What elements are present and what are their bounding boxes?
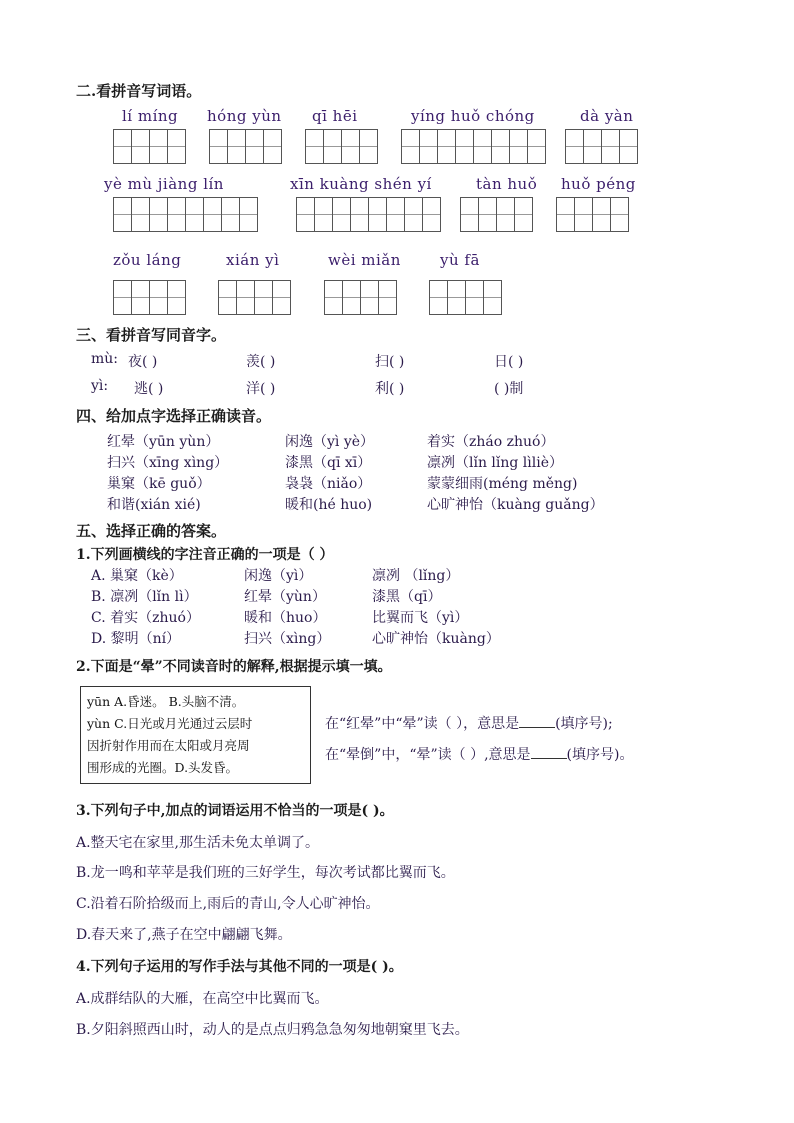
pinyin-label: tàn huǒ bbox=[476, 175, 538, 193]
pinyin-label: huǒ péng bbox=[561, 175, 636, 193]
pinyin-label: xián yì bbox=[226, 251, 280, 269]
option-d[interactable]: D. 黎明（ní） bbox=[91, 631, 181, 647]
fill-item[interactable]: 洋( ) bbox=[246, 381, 276, 397]
writing-grid[interactable] bbox=[209, 129, 281, 164]
pronunciation-item[interactable]: 红晕（yūn yùn） bbox=[107, 434, 220, 450]
fill-sentence-text: 在“晕倒”中，“晕”读（ ）,意思是 bbox=[325, 747, 531, 763]
option-b[interactable]: 漆黑（qī） bbox=[372, 589, 442, 605]
pinyin-label: hóng yùn bbox=[207, 107, 282, 125]
pronunciation-item[interactable]: 袅袅（niǎo） bbox=[285, 476, 372, 492]
pinyin-label: qī hēi bbox=[312, 107, 358, 125]
pinyin-label: dà yàn bbox=[580, 107, 634, 125]
fill-item[interactable]: 羡( ) bbox=[246, 354, 276, 370]
fill-item[interactable]: 扫( ) bbox=[375, 354, 405, 370]
option-d[interactable]: 心旷神怡（kuàng） bbox=[372, 631, 500, 647]
writing-grid[interactable] bbox=[296, 197, 440, 232]
section-5-title: 五、选择正确的答案。 bbox=[76, 522, 227, 540]
definition-line: 因折射作用而在太阳或月亮周 bbox=[87, 738, 250, 753]
writing-grid[interactable] bbox=[460, 197, 532, 232]
pronunciation-item[interactable]: 暖和(hé huo) bbox=[285, 497, 373, 513]
question-1-stem: 1.下列画横线的字注音正确的一项是（ ） bbox=[76, 547, 334, 563]
pinyin-prefix: yì: bbox=[91, 378, 109, 394]
answer-blank[interactable] bbox=[519, 713, 555, 728]
pronunciation-item[interactable]: 闲逸（yì yè） bbox=[285, 434, 375, 450]
option-a[interactable]: 闲逸（yì） bbox=[244, 568, 313, 584]
fill-item[interactable]: 利( ) bbox=[375, 381, 405, 397]
pronunciation-item[interactable]: 扫兴（xīng xìng） bbox=[107, 455, 229, 471]
section-4-title: 四、给加点字选择正确读音。 bbox=[76, 407, 272, 425]
option-b[interactable]: B.龙一鸣和苹苹是我们班的三好学生，每次考试都比翼而飞。 bbox=[76, 865, 455, 881]
fill-sentence-1 bbox=[325, 713, 613, 733]
option-d[interactable]: D.春天来了,燕子在空中翩翩飞舞。 bbox=[76, 927, 292, 943]
writing-grid[interactable] bbox=[401, 129, 545, 164]
pinyin-label: yíng huǒ chóng bbox=[411, 107, 535, 125]
writing-grid[interactable] bbox=[113, 197, 257, 232]
fill-item[interactable]: 夜( ) bbox=[128, 354, 158, 370]
question-3-stem: 3.下列句子中,加点的词语运用不恰当的一项是( )。 bbox=[76, 803, 394, 819]
writing-grid[interactable] bbox=[305, 129, 377, 164]
pronunciation-item[interactable]: 漆黑（qī xī） bbox=[285, 455, 372, 471]
pinyin-label: yè mù jiàng lín bbox=[104, 175, 224, 193]
pronunciation-item[interactable]: 蒙蒙细雨(méng měng) bbox=[427, 476, 578, 492]
section-2-title: 二.看拼音写词语。 bbox=[76, 82, 202, 100]
writing-grid[interactable] bbox=[556, 197, 628, 232]
option-c[interactable]: 比翼而飞（yì） bbox=[372, 610, 469, 626]
writing-grid[interactable] bbox=[429, 280, 501, 315]
question-2-stem: 2.下面是“晕”不同读音时的解释,根据提示填一填。 bbox=[76, 659, 392, 675]
option-a[interactable]: 凛冽 （lǐng） bbox=[372, 568, 460, 584]
fill-item[interactable]: ( )制 bbox=[494, 381, 524, 397]
fill-item[interactable]: 逃( ) bbox=[134, 381, 164, 397]
definition-box bbox=[80, 686, 311, 784]
pronunciation-item[interactable]: 心旷神怡（kuàng guǎng） bbox=[427, 497, 604, 513]
pronunciation-item[interactable]: 凛冽（lǐn lǐng lìliè） bbox=[427, 455, 564, 471]
writing-grid[interactable] bbox=[218, 280, 290, 315]
writing-grid[interactable] bbox=[565, 129, 637, 164]
option-c[interactable]: C.沿着石阶拾级而上,雨后的青山,令人心旷神怡。 bbox=[76, 896, 380, 912]
answer-blank[interactable] bbox=[531, 744, 567, 759]
pinyin-prefix: mù: bbox=[91, 351, 119, 367]
option-a[interactable]: A.成群结队的大雁，在高空中比翼而飞。 bbox=[76, 991, 329, 1007]
option-c[interactable]: C. 着实（zhuó） bbox=[91, 610, 200, 626]
writing-grid[interactable] bbox=[113, 129, 185, 164]
pinyin-label: lí míng bbox=[122, 107, 179, 125]
section-3-title: 三、看拼音写同音字。 bbox=[76, 326, 227, 344]
definition-line: yūn A.昏迷。 B.头脑不清。 bbox=[87, 694, 245, 709]
pronunciation-item[interactable]: 和谐(xián xié) bbox=[107, 497, 201, 513]
option-a[interactable]: A. 巢窠（kè） bbox=[91, 568, 183, 584]
fill-sentence-suffix: (填序号); bbox=[555, 716, 613, 732]
pronunciation-item[interactable]: 着实（zháo zhuó） bbox=[427, 434, 555, 450]
writing-grid[interactable] bbox=[324, 280, 396, 315]
definition-line: yùn C.日光或月光通过云层时 bbox=[87, 716, 253, 731]
option-b[interactable]: B. 凛冽（lǐn lì） bbox=[91, 589, 198, 605]
option-b[interactable]: B.夕阳斜照西山时，动人的是点点归鸦急急匆匆地朝窠里飞去。 bbox=[76, 1022, 469, 1038]
option-d[interactable]: 扫兴（xìng） bbox=[244, 631, 331, 647]
option-b[interactable]: 红晕（yùn） bbox=[244, 589, 326, 605]
option-c[interactable]: 暖和（huo） bbox=[244, 610, 327, 626]
question-4-stem: 4.下列句子运用的写作手法与其他不同的一项是( )。 bbox=[76, 959, 403, 975]
option-a[interactable]: A.整天宅在家里,那生活未免太单调了。 bbox=[76, 835, 320, 851]
writing-grid[interactable] bbox=[113, 280, 185, 315]
fill-sentence-text: 在“红晕”中“晕”读（ ），意思是 bbox=[325, 716, 520, 732]
fill-sentence-suffix: (填序号)。 bbox=[566, 747, 634, 763]
pinyin-label: xīn kuàng shén yí bbox=[290, 175, 432, 193]
pronunciation-item[interactable]: 巢窠（kē guǒ） bbox=[107, 476, 211, 492]
pinyin-label: zǒu láng bbox=[113, 251, 182, 269]
fill-sentence-2 bbox=[325, 744, 633, 764]
pinyin-label: wèi miǎn bbox=[328, 251, 401, 269]
pinyin-label: yù fā bbox=[440, 251, 480, 269]
definition-line: 围形成的光圈。D.头发昏。 bbox=[87, 760, 239, 775]
fill-item[interactable]: 日( ) bbox=[494, 354, 524, 370]
